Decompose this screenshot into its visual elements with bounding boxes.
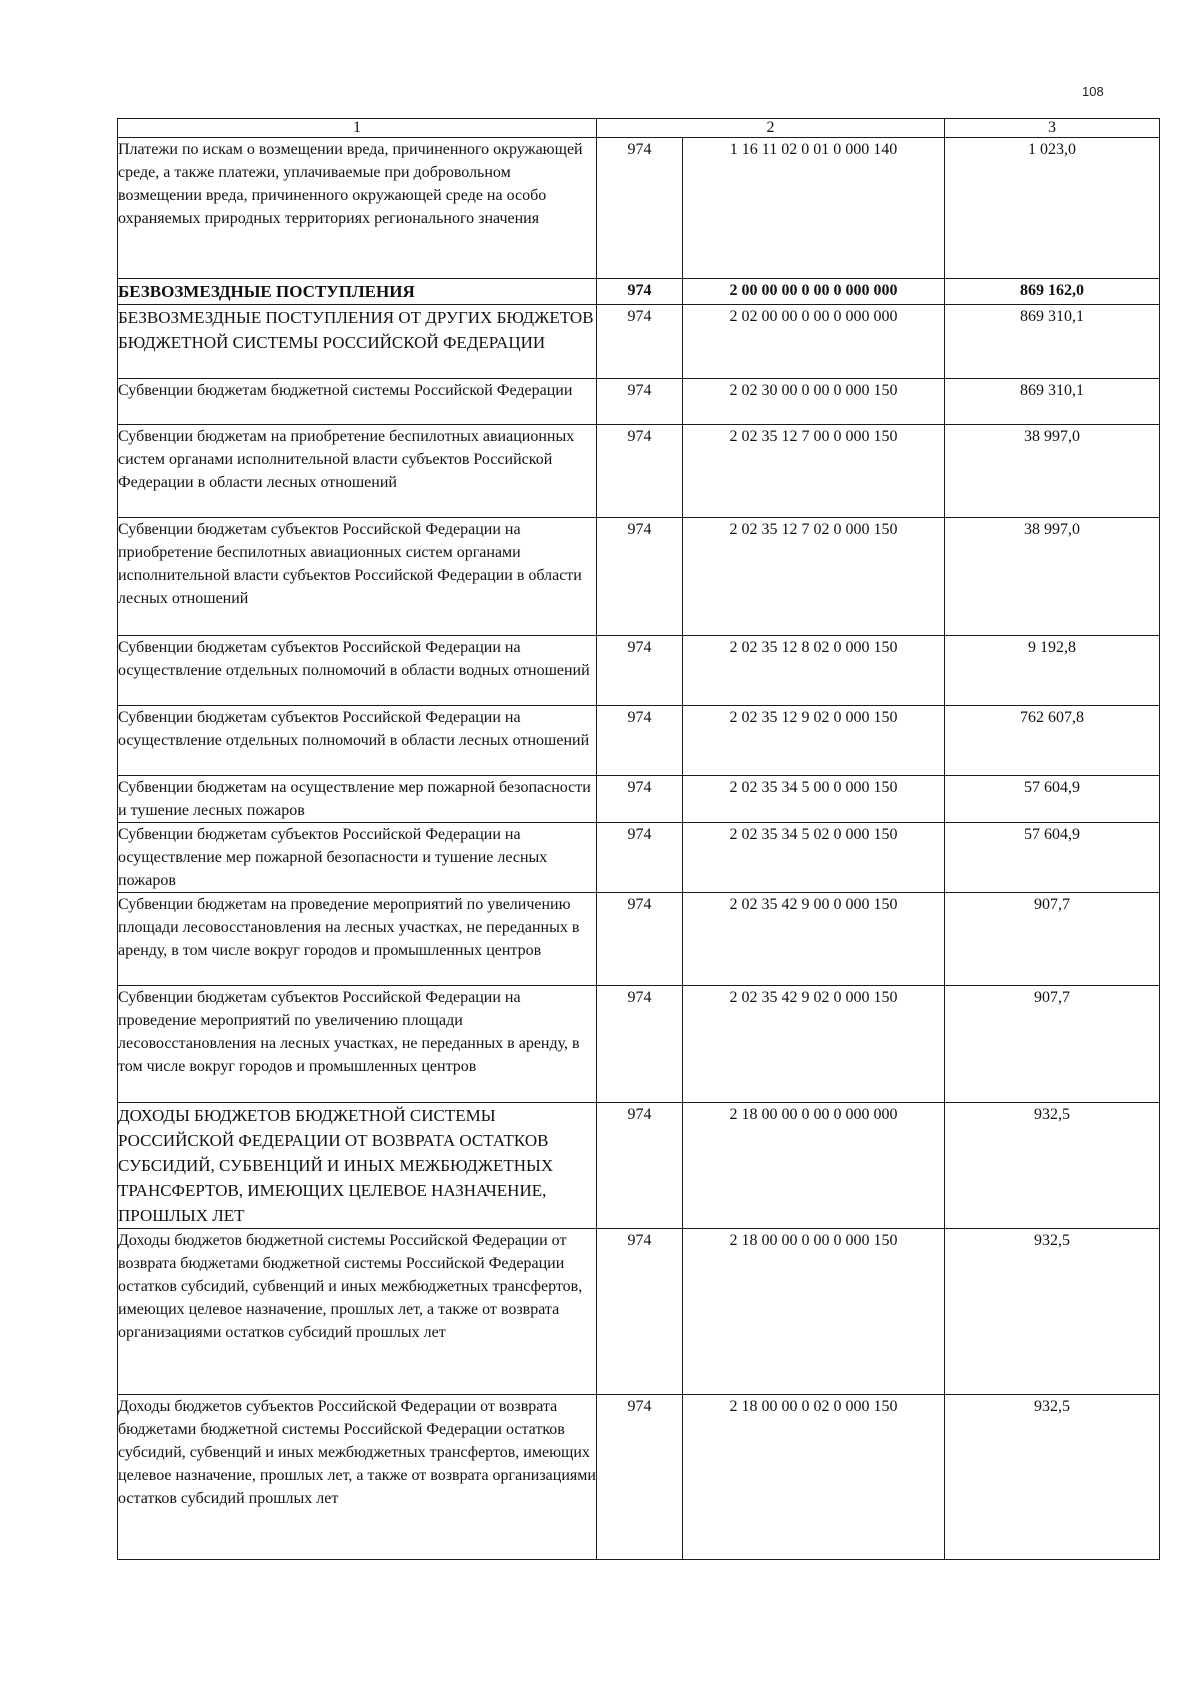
row-amount: 57 604,9 [945,776,1160,823]
row-amount: 9 192,8 [945,636,1160,706]
table-row [118,138,1160,279]
row-admin-code: 974 [597,1395,683,1560]
row-name: Субвенции бюджетам на осуществление мер пожарной безопасности и тушение лесных пожаров [118,776,597,823]
row-classification-code: 2 18 00 00 0 02 0 000 150 [683,1395,945,1560]
row-admin-code: 974 [597,279,683,305]
row-admin-code: 974 [597,636,683,706]
row-classification-code: 1 16 11 02 0 01 0 000 140 [683,138,945,279]
row-classification-code: 2 02 35 34 5 02 0 000 150 [683,823,945,893]
header-col-1: 1 [118,119,597,138]
row-name: Субвенции бюджетам субъектов Российской Федерации на осуществление отдельных полномочий в области водных отношений [118,636,597,706]
row-admin-code: 974 [597,986,683,1103]
row-amount: 907,7 [945,893,1160,986]
row-admin-code: 974 [597,776,683,823]
table-row [118,1229,1160,1395]
row-amount: 869 310,1 [945,305,1160,379]
row-name: Платежи по искам о возмещении вреда, причиненного окружающей среде, а также платежи, уплачиваемые при добровольном возмещении вреда, причиненного окружающей среде на особо охраняемых природных территориях регионального значения [118,138,597,279]
table-row [118,706,1160,776]
row-classification-code: 2 02 30 00 0 00 0 000 150 [683,379,945,425]
row-admin-code: 974 [597,305,683,379]
table-row [118,776,1160,823]
row-classification-code: 2 02 35 42 9 02 0 000 150 [683,986,945,1103]
header-col-2: 2 [597,119,945,138]
row-name: Доходы бюджетов бюджетной системы Российской Федерации от возврата бюджетами бюджетной системы Российской Федерации остатков субсидий, субвенций и иных межбюджетных трансфертов, имеющих целевое назначение, прошлых лет, а также от возврата организациями остатков субсидий прошлых лет [118,1229,597,1395]
row-admin-code: 974 [597,379,683,425]
row-admin-code: 974 [597,823,683,893]
row-classification-code: 2 02 35 12 8 02 0 000 150 [683,636,945,706]
row-amount: 932,5 [945,1395,1160,1560]
table-row [118,425,1160,518]
row-name: Субвенции бюджетам субъектов Российской Федерации на проведение мероприятий по увеличению площади лесовосстановления на лесных участках, не переданных в аренду, в том числе вокруг городов и промышленных центров [118,986,597,1103]
row-classification-code: 2 00 00 00 0 00 0 000 000 [683,279,945,305]
row-amount: 907,7 [945,986,1160,1103]
row-amount: 1 023,0 [945,138,1160,279]
row-admin-code: 974 [597,1229,683,1395]
row-amount: 38 997,0 [945,425,1160,518]
table-row [118,518,1160,636]
row-name: Субвенции бюджетам субъектов Российской Федерации на приобретение беспилотных авиационных систем органами исполнительной власти субъектов Российской Федерации в области лесных отношений [118,518,597,636]
header-col-3: 3 [945,119,1160,138]
row-name: Субвенции бюджетам на приобретение беспилотных авиационных систем органами исполнительной власти субъектов Российской Федерации в области лесных отношений [118,425,597,518]
row-classification-code: 2 02 35 42 9 00 0 000 150 [683,893,945,986]
row-name: Субвенции бюджетам бюджетной системы Российской Федерации [118,379,597,425]
row-classification-code: 2 02 35 34 5 00 0 000 150 [683,776,945,823]
row-admin-code: 974 [597,893,683,986]
row-name: БЕЗВОЗМЕЗДНЫЕ ПОСТУПЛЕНИЯ [118,279,597,305]
row-name: Субвенции бюджетам на проведение мероприятий по увеличению площади лесовосстановления на лесных участках, не переданных в аренду, в том числе вокруг городов и промышленных центров [118,893,597,986]
table-row [118,305,1160,379]
row-admin-code: 974 [597,425,683,518]
table-row [118,1395,1160,1560]
row-admin-code: 974 [597,138,683,279]
row-classification-code: 2 02 00 00 0 00 0 000 000 [683,305,945,379]
table-header-row [118,119,1160,138]
row-classification-code: 2 02 35 12 7 00 0 000 150 [683,425,945,518]
row-admin-code: 974 [597,706,683,776]
row-name: ДОХОДЫ БЮДЖЕТОВ БЮДЖЕТНОЙ СИСТЕМЫ РОССИЙСКОЙ ФЕДЕРАЦИИ ОТ ВОЗВРАТА ОСТАТКОВ СУБСИДИЙ, СУБВЕНЦИЙ И ИНЫХ МЕЖБЮДЖЕТНЫХ ТРАНСФЕРТОВ, ИМЕЮЩИХ ЦЕЛЕВОЕ НАЗНАЧЕНИЕ, ПРОШЛЫХ ЛЕТ [118,1103,597,1229]
row-name: Доходы бюджетов субъектов Российской Федерации от возврата бюджетами бюджетной системы Российской Федерации остатков субсидий, субвенций и иных межбюджетных трансфертов, имеющих целевое назначение, прошлых лет, а также от возврата организациями остатков субсидий прошлых лет [118,1395,597,1560]
row-admin-code: 974 [597,518,683,636]
row-amount: 762 607,8 [945,706,1160,776]
budget-revenue-table [117,118,1160,1560]
row-amount: 57 604,9 [945,823,1160,893]
table-row [118,823,1160,893]
row-amount: 869 310,1 [945,379,1160,425]
page-number: 108 [1082,84,1104,99]
row-classification-code: 2 18 00 00 0 00 0 000 150 [683,1229,945,1395]
row-amount: 932,5 [945,1103,1160,1229]
table-row [118,893,1160,986]
table-row [118,379,1160,425]
table-row [118,986,1160,1103]
row-classification-code: 2 18 00 00 0 00 0 000 000 [683,1103,945,1229]
row-admin-code: 974 [597,1103,683,1229]
row-amount: 38 997,0 [945,518,1160,636]
row-name: БЕЗВОЗМЕЗДНЫЕ ПОСТУПЛЕНИЯ ОТ ДРУГИХ БЮДЖЕТОВ БЮДЖЕТНОЙ СИСТЕМЫ РОССИЙСКОЙ ФЕДЕРАЦИИ [118,305,597,379]
row-name: Субвенции бюджетам субъектов Российской Федерации на осуществление мер пожарной безопасности и тушение лесных пожаров [118,823,597,893]
row-classification-code: 2 02 35 12 7 02 0 000 150 [683,518,945,636]
row-name: Субвенции бюджетам субъектов Российской Федерации на осуществление отдельных полномочий в области лесных отношений [118,706,597,776]
table-row [118,636,1160,706]
table-row [118,1103,1160,1229]
row-amount: 932,5 [945,1229,1160,1395]
row-classification-code: 2 02 35 12 9 02 0 000 150 [683,706,945,776]
table-row [118,279,1160,305]
row-amount: 869 162,0 [945,279,1160,305]
